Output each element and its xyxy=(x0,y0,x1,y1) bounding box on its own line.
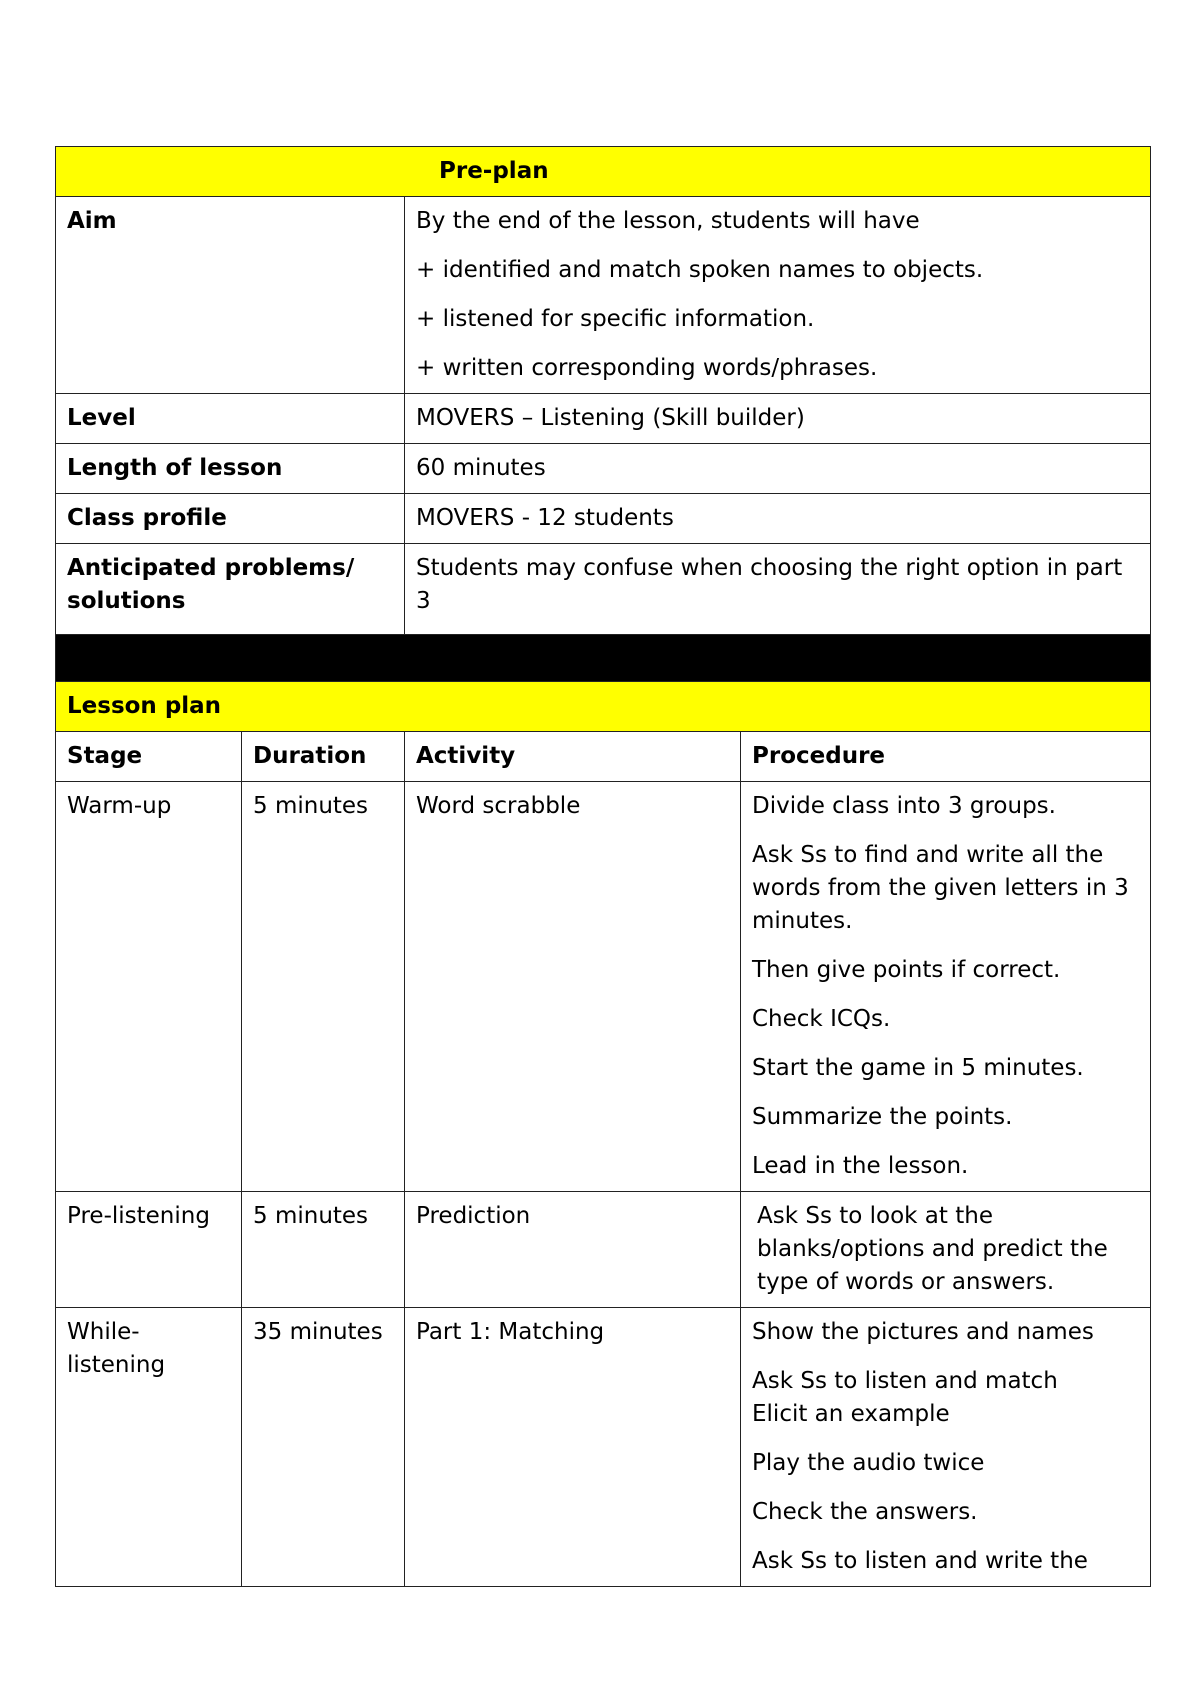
separator-row xyxy=(56,635,1151,682)
length-label: Length of lesson xyxy=(56,444,405,494)
procedure-step: Check the answers. xyxy=(752,1499,978,1525)
procedure-step: Ask Ss to listen and write the xyxy=(752,1548,1088,1574)
profile-label: Class profile xyxy=(56,494,405,544)
stage-cell: Pre-listening xyxy=(56,1192,242,1308)
lesson-plan-header-row xyxy=(56,682,1151,732)
header-procedure: Procedure xyxy=(741,732,1151,782)
procedure-step: Start the game in 5 minutes. xyxy=(752,1055,1084,1081)
procedure-step: Show the pictures and names xyxy=(752,1319,1094,1345)
aim-point: + identified and match spoken names to objects. xyxy=(416,257,984,283)
procedure-step: Ask Ss to find and write all the words from the given letters in 3 minutes. xyxy=(752,842,1129,934)
stage-cell: Warm-up xyxy=(56,782,242,1192)
header-activity: Activity xyxy=(405,732,741,782)
procedure-step: Ask Ss to look at the blanks/options and predict the type of words or answers. xyxy=(757,1203,1108,1295)
black-separator xyxy=(56,635,1151,682)
table-row xyxy=(56,782,1151,1192)
lesson-plan-document xyxy=(55,146,1150,1587)
procedure-step: Lead in the lesson. xyxy=(752,1153,969,1179)
duration-cell: 35 minutes xyxy=(242,1308,405,1587)
activity-cell: Word scrabble xyxy=(405,782,741,1192)
procedure-step: Ask Ss to listen and match xyxy=(752,1368,1058,1394)
level-row xyxy=(56,394,1151,444)
profile-value: MOVERS - 12 students xyxy=(405,494,1151,544)
procedure-step: Summarize the points. xyxy=(752,1104,1013,1130)
preplan-header-row xyxy=(56,147,1151,197)
aim-row xyxy=(56,197,1151,394)
problems-value: Students may confuse when choosing the right option in part 3 xyxy=(405,544,1151,635)
aim-intro: By the end of the lesson, students will have xyxy=(416,208,920,234)
header-duration: Duration xyxy=(242,732,405,782)
procedure-step: Play the audio twice xyxy=(752,1450,985,1476)
column-header-row xyxy=(56,732,1151,782)
procedure-step: Divide class into 3 groups. xyxy=(752,793,1056,819)
procedure-step: Elicit an example xyxy=(752,1401,950,1427)
problems-row xyxy=(56,544,1151,635)
preplan-title: Pre-plan xyxy=(56,147,1151,197)
aim-label: Aim xyxy=(56,197,405,394)
activity-cell: Prediction xyxy=(405,1192,741,1308)
lesson-plan-table xyxy=(55,146,1151,1587)
aim-point: + written corresponding words/phrases. xyxy=(416,355,878,381)
table-row xyxy=(56,1308,1151,1587)
duration-cell: 5 minutes xyxy=(242,782,405,1192)
procedure-step: Check ICQs. xyxy=(752,1006,891,1032)
problems-label: Anticipated problems/ solutions xyxy=(56,544,405,635)
stage-cell: While-listening xyxy=(56,1308,242,1587)
header-stage: Stage xyxy=(56,732,242,782)
procedure-cell xyxy=(741,782,1151,1192)
lesson-plan-title: Lesson plan xyxy=(56,682,1151,732)
procedure-step: Then give points if correct. xyxy=(752,957,1061,983)
length-row xyxy=(56,444,1151,494)
table-row xyxy=(56,1192,1151,1308)
activity-cell: Part 1: Matching xyxy=(405,1308,741,1587)
level-value: MOVERS – Listening (Skill builder) xyxy=(405,394,1151,444)
aim-point: + listened for specific information. xyxy=(416,306,815,332)
profile-row xyxy=(56,494,1151,544)
length-value: 60 minutes xyxy=(405,444,1151,494)
procedure-cell xyxy=(741,1308,1151,1587)
aim-value xyxy=(405,197,1151,394)
procedure-cell xyxy=(741,1192,1151,1308)
level-label: Level xyxy=(56,394,405,444)
duration-cell: 5 minutes xyxy=(242,1192,405,1308)
